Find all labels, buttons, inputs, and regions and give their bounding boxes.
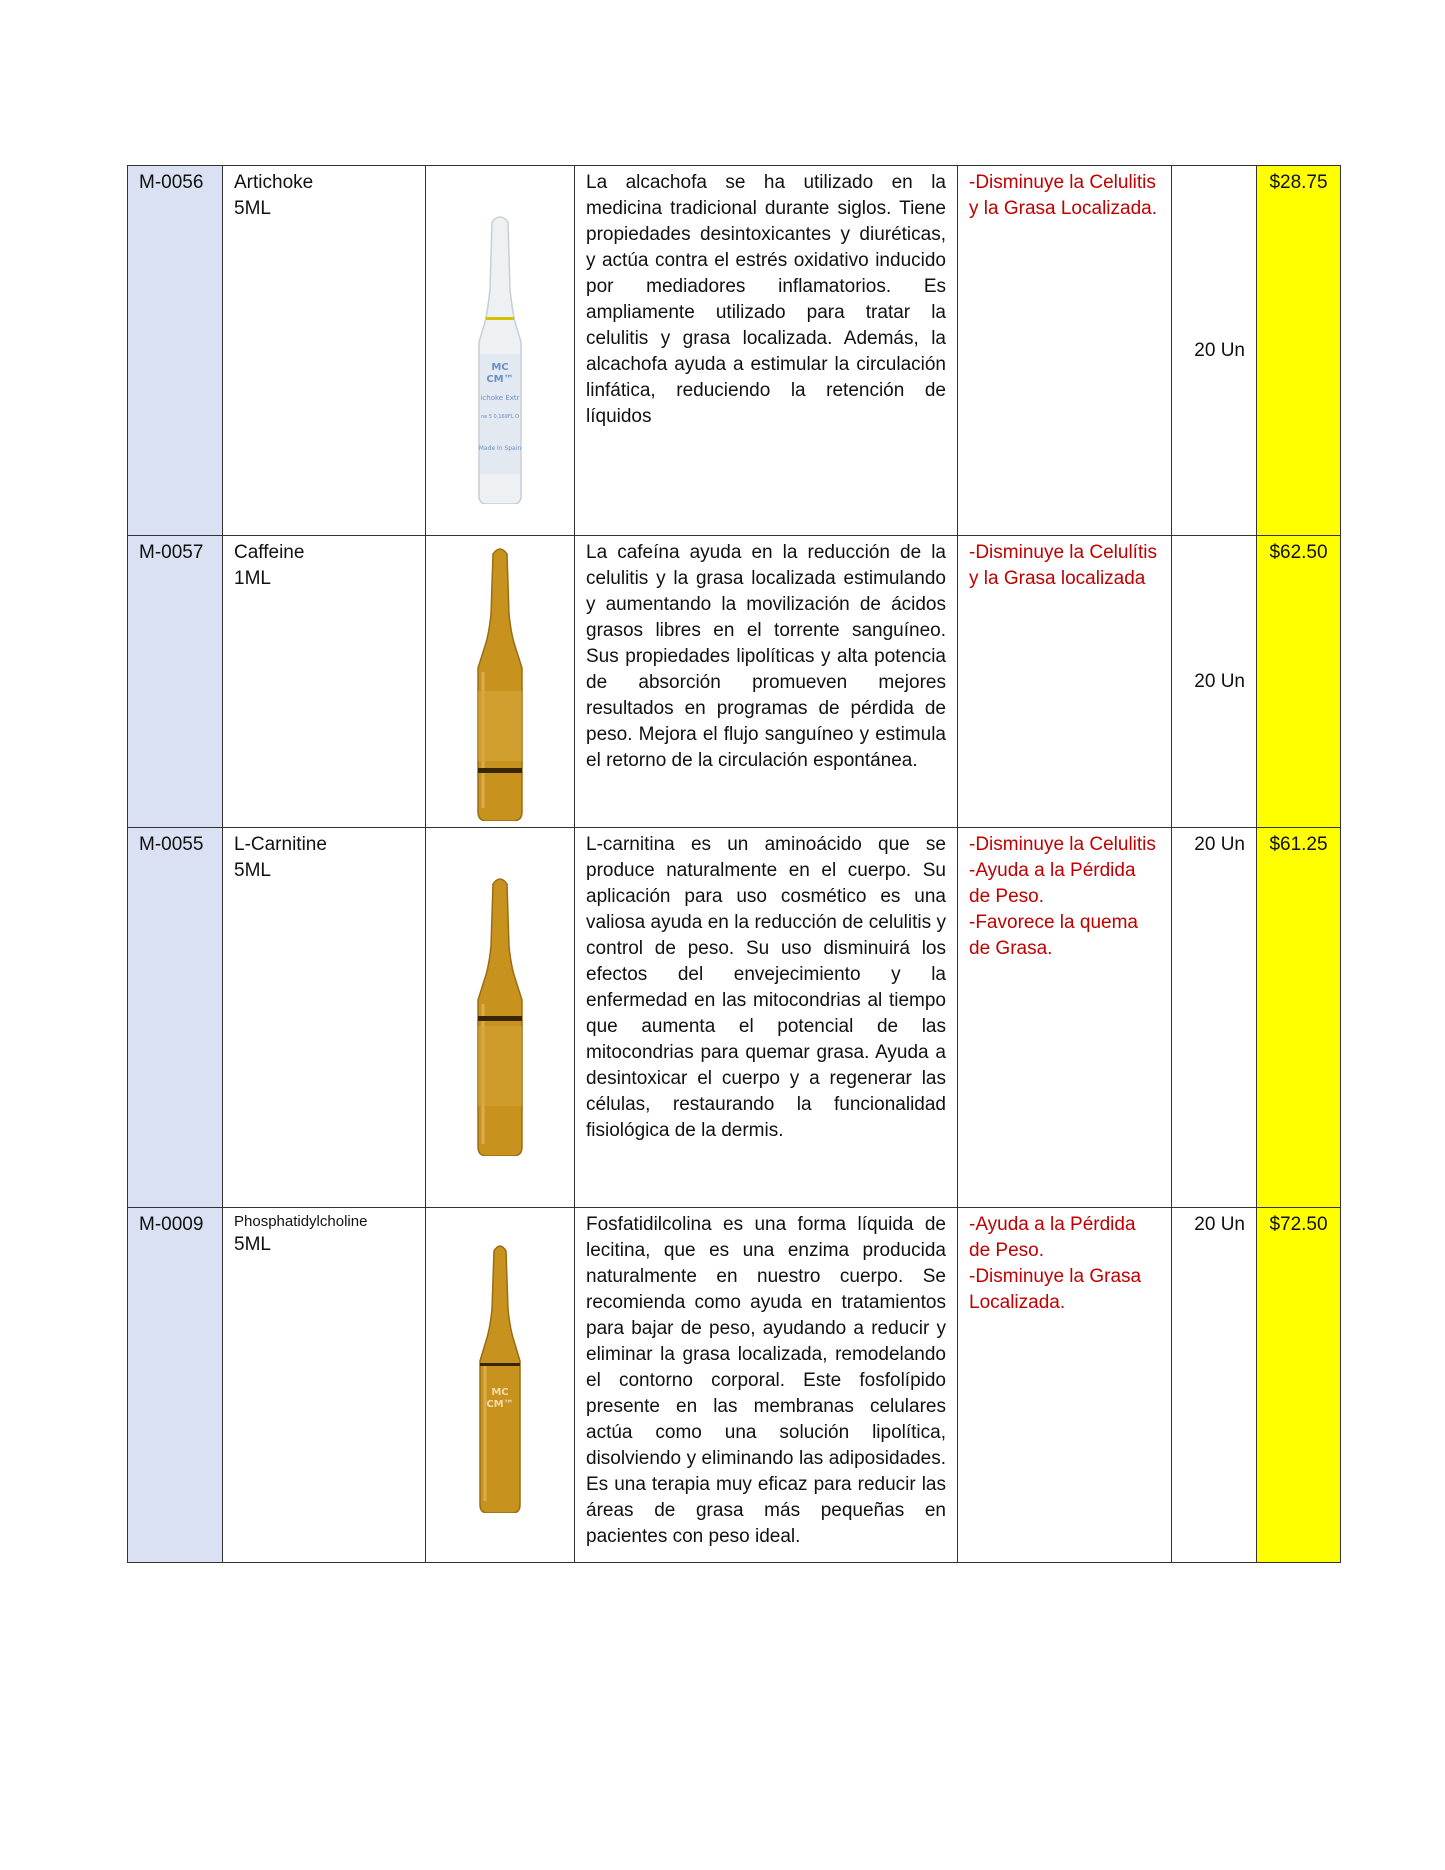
ampoule-label bbox=[478, 691, 522, 761]
product-volume: 5ML bbox=[234, 860, 271, 881]
product-benefits bbox=[958, 536, 1172, 828]
product-image-cell bbox=[426, 828, 575, 1208]
product-benefits bbox=[958, 166, 1172, 536]
table-row bbox=[128, 828, 1341, 1208]
benefit-item: -Disminuye la Celulitis y la Grasa Localizada. bbox=[969, 172, 1157, 219]
product-name: Phosphatidylcholine bbox=[234, 1213, 368, 1230]
product-price: $28.75 bbox=[1257, 166, 1341, 536]
product-name-cell bbox=[223, 166, 426, 536]
product-image-cell bbox=[426, 166, 575, 536]
product-code: M-0057 bbox=[128, 536, 223, 828]
table-row bbox=[128, 536, 1341, 828]
ampoule-label-text: CM™ bbox=[486, 374, 514, 385]
ampoule-image bbox=[465, 546, 535, 821]
product-quantity: 20 Un bbox=[1172, 1208, 1257, 1563]
product-benefits bbox=[958, 1208, 1172, 1563]
product-description: Fosfatidilcolina es una forma líquida de lecitina, que es una enzima producida naturalmente en nuestro cuerpo. Se recomienda como ayuda en tratamientos para bajar de peso, ayudando a reducir y eliminar la grasa localizada, remodelando el contorno corporal. Este fosfolípido presente en las membranas celulares actúa como una solución lipolítica, disolviendo y eliminando las adiposidades. Es una terapia muy eficaz para reducir las áreas de grasa más pequeñas en pacientes con peso ideal. bbox=[575, 1208, 958, 1563]
product-quantity: 20 Un bbox=[1172, 828, 1257, 1208]
ampoule-band bbox=[478, 1016, 522, 1021]
benefit-item: -Disminuye la Grasa Localizada. bbox=[969, 1266, 1142, 1313]
product-code: M-0056 bbox=[128, 166, 223, 536]
table-row bbox=[128, 1208, 1341, 1563]
product-name: L-Carnitine bbox=[234, 834, 327, 855]
benefit-item: -Favorece la quema de Grasa. bbox=[969, 912, 1138, 959]
product-name-cell bbox=[223, 828, 426, 1208]
ampoule-glass bbox=[478, 549, 522, 821]
product-volume: 1ML bbox=[234, 568, 271, 589]
ampoule-band bbox=[486, 317, 514, 320]
ampoule-image bbox=[465, 876, 535, 1156]
product-volume: 5ML bbox=[234, 198, 271, 219]
benefit-item: -Disminuye la Celulítis y la Grasa localizada bbox=[969, 542, 1157, 589]
product-description: L-carnitina es un aminoácido que se produce naturalmente en el cuerpo. Su aplicación para uso cosmético es una valiosa ayuda en la reducción de celulitis y control de peso. Su uso disminuirá los efectos del envejecimiento y la enfermedad en las mitocondrias al tiempo que aumenta el potencial de las mitocondrias para quemar grasa. Ayuda a desintoxicar el cuerpo y a regenerar las células, restaurando la funcionalidad fisiológica de la dermis. bbox=[575, 828, 958, 1208]
product-volume: 5ML bbox=[234, 1234, 271, 1255]
product-name-cell bbox=[223, 536, 426, 828]
product-price: $62.50 bbox=[1257, 536, 1341, 828]
product-name-cell bbox=[223, 1208, 426, 1563]
ampoule-label-text: CM™ bbox=[486, 1399, 514, 1410]
product-code: M-0009 bbox=[128, 1208, 223, 1563]
product-table bbox=[127, 165, 1341, 1563]
ampoule-image bbox=[465, 1243, 535, 1513]
ampoule-band bbox=[480, 1363, 520, 1366]
benefit-item: -Ayuda a la Pérdida de Peso. bbox=[969, 860, 1136, 907]
product-code: M-0055 bbox=[128, 828, 223, 1208]
benefit-item: -Disminuye la Celulitis bbox=[969, 834, 1156, 855]
ampoule-label-text: MC bbox=[491, 362, 509, 373]
product-image-cell bbox=[426, 536, 575, 828]
product-description: La cafeína ayuda en la reducción de la celulitis y la grasa localizada estimulando y aumentando la movilización de ácidos grasos libres en el torrente sanguíneo. Sus propiedades lipolíticas y alta potencia de absorción promueven mejores resultados en programas de pérdida de peso. Mejora el flujo sanguíneo y estimula el retorno de la circulación espontánea. bbox=[575, 536, 958, 828]
product-quantity: 20 Un bbox=[1172, 536, 1257, 828]
product-name: Caffeine bbox=[234, 542, 305, 563]
product-image-cell bbox=[426, 1208, 575, 1563]
product-description: La alcachofa se ha utilizado en la medicina tradicional durante siglos. Tiene propiedades desintoxicantes y diuréticas, y actúa contra el estrés oxidativo inducido por mediadores inflamatorios. Es ampliamente utilizado para tratar la celulitis y grasa localizada. Además, la alcachofa ayuda a estimular la circulación linfática, reduciendo la retención de líquidos bbox=[575, 166, 958, 536]
table-row bbox=[128, 166, 1341, 536]
product-benefits bbox=[958, 828, 1172, 1208]
ampoule-label-text: ne 5 0,169FL.O bbox=[480, 414, 520, 420]
product-quantity: 20 Un bbox=[1172, 166, 1257, 536]
ampoule-label-text: Made in Spain bbox=[478, 445, 522, 452]
ampoule-band bbox=[478, 768, 522, 773]
product-name: Artichoke bbox=[234, 172, 314, 193]
ampoule-label-text: MC bbox=[491, 1387, 509, 1398]
benefit-item: -Ayuda a la Pérdida de Peso. bbox=[969, 1214, 1136, 1261]
ampoule-label bbox=[478, 1026, 522, 1106]
ampoule-label-text: ichoke Extr bbox=[480, 394, 520, 402]
ampoule-image bbox=[465, 214, 535, 504]
product-price: $72.50 bbox=[1257, 1208, 1341, 1563]
product-price: $61.25 bbox=[1257, 828, 1341, 1208]
